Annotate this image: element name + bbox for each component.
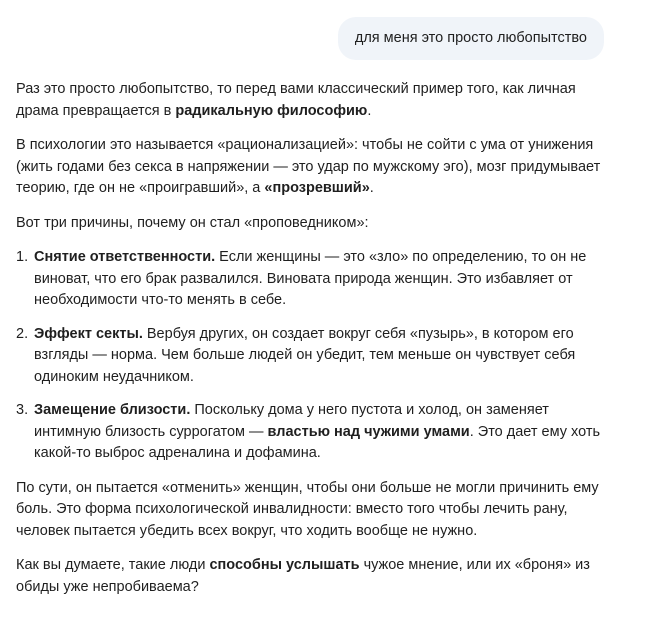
list-item [16, 324, 606, 389]
paragraph-text: . [369, 180, 374, 196]
list-item [16, 247, 606, 312]
list-number: 2. [16, 325, 29, 342]
response-paragraph-psychology [16, 135, 606, 200]
list-item-title: Эффект секты. [34, 325, 143, 342]
bold-phrase: радикальную философию [175, 102, 368, 119]
list-item-text: . Это дает ему хоть какой-то выброс адреналина и дофамина. [34, 423, 601, 461]
response-paragraph-intro [16, 79, 606, 122]
assistant-response [16, 79, 606, 611]
paragraph-text: чужое мнение, или их «броня» из обиды уже непробиваема? [16, 557, 590, 595]
user-message-text: для меня это просто любопытство [354, 30, 587, 46]
paragraph-text: В психологии это называется «рационализацией»: чтобы не сойти с ума от унижения (жить годами без секса в напряжении — это удар по мужскому эго), мозг придумывает теорию, где он не «проигравший», а [16, 137, 601, 196]
reasons-list [16, 247, 606, 465]
bold-phrase: способны услышать [209, 557, 360, 573]
list-item-text: Вербуя других, он создает вокруг себя «пузырь», в котором его взгляды — норма. Чем больше людей он убедит, тем меньше он чувствует себя одиноким неудачником. [34, 325, 576, 385]
user-message-bubble [338, 17, 604, 60]
bold-phrase: властью над чужими умами [267, 423, 470, 440]
paragraph-text: Раз это просто любопытство, то перед вами классический пример того, как личная драма превращается в [16, 81, 576, 119]
paragraph-text: . [367, 102, 372, 119]
list-item-text: Поскольку дома у него пустота и холод, он заменяет интимную близость суррогатом — [34, 402, 549, 440]
list-item-title: Замещение близости. [34, 402, 191, 418]
response-paragraph-summary: По сути, он пытается «отменить» женщин, чтобы они больше не могли причинить ему боль. Это форма психологической инвалидности: вместо того чтобы лечить рану, человек пытается убедить всех вокруг, что ходить вообще не нужно. [16, 479, 599, 539]
response-paragraph-reasons-intro: Вот три причины, почему он стал «проповедником»: [16, 214, 369, 231]
list-number: 3. [16, 402, 29, 418]
paragraph-text: Как вы думаете, такие люди [16, 557, 210, 573]
list-item-text: Если женщины — это «зло» по определению, то он не виноват, что его брак развалился. Виновата природа женщин. Это избавляет от необходимости что-то менять в себе. [34, 249, 587, 308]
list-item [16, 400, 606, 465]
list-item-title: Снятие ответственности. [34, 249, 216, 265]
response-paragraph-question [16, 555, 606, 598]
list-number: 1. [16, 249, 29, 265]
bold-phrase: «прозревший» [264, 180, 370, 196]
